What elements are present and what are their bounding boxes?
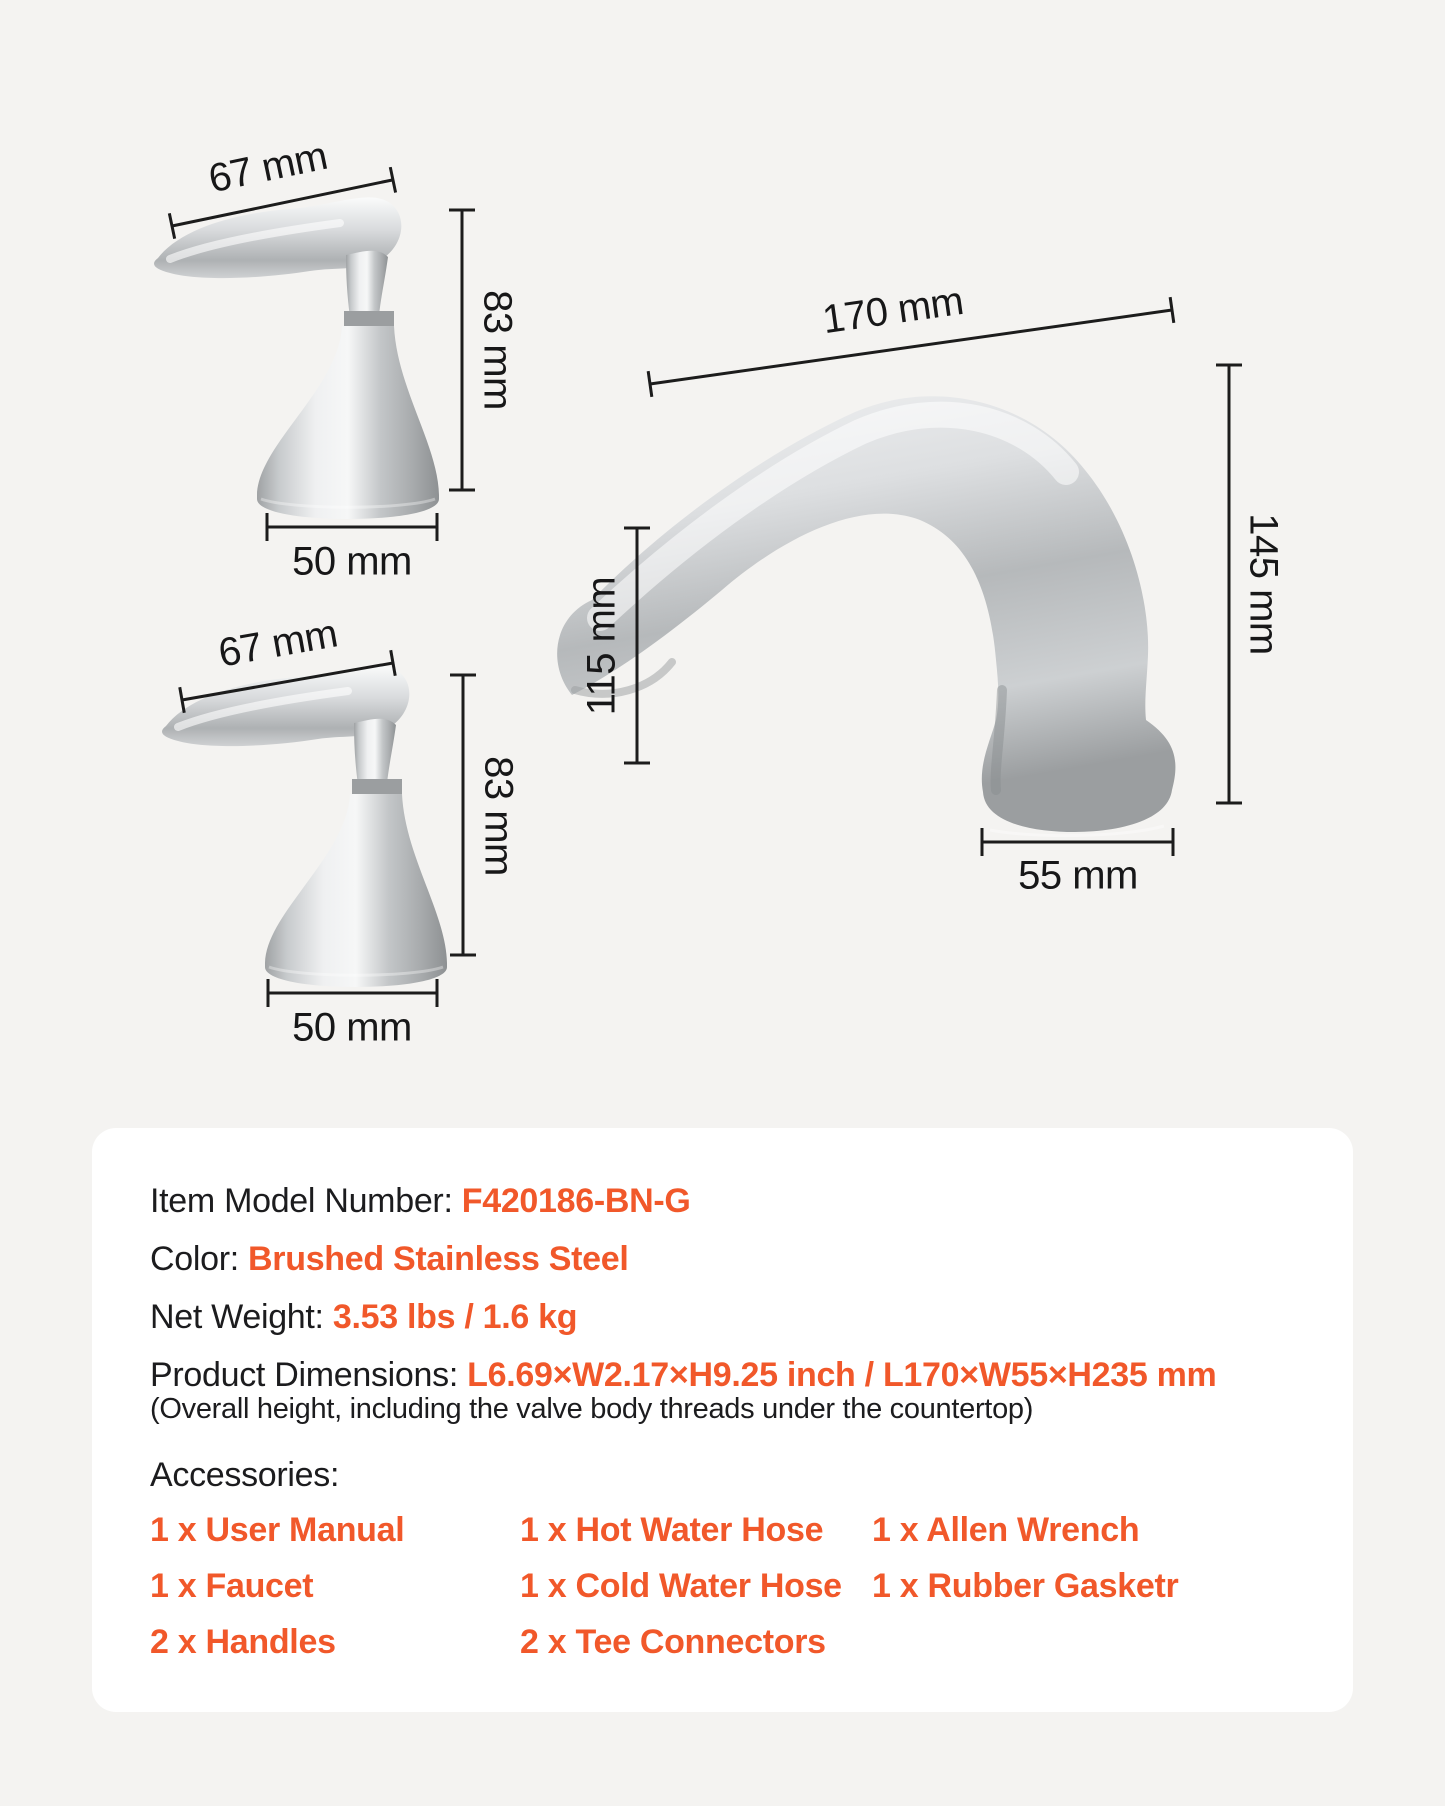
spec-label: Color: [150,1240,249,1278]
spec-row-dimensions [150,1358,1295,1392]
dimensions-note: (Overall height, including the valve body threads under the countertop) [150,1393,1034,1425]
accessory-item: 1 x Faucet [150,1567,314,1605]
dim-label-handle-top-base: 50 mm [292,539,412,584]
spec-value: L6.69×W2.17×H9.25 inch / L170×W55×H235 mm [467,1356,1217,1394]
spec-value: Brushed Stainless Steel [248,1240,629,1278]
spec-label: Product Dimensions: [150,1356,468,1394]
dim-label-faucet-base: 55 mm [1018,853,1138,898]
accessory-item-empty [872,1625,1295,1659]
accessory-item: 1 x Allen Wrench [872,1511,1140,1549]
spec-value: 3.53 lbs / 1.6 kg [332,1298,578,1336]
accessory-item: 1 x Cold Water Hose [520,1567,842,1605]
accessories-grid [150,1513,1295,1659]
accessory-item: 2 x Handles [150,1623,336,1661]
spec-row-color [150,1242,1295,1276]
dim-label-handle-top-height: 83 mm [475,290,520,410]
dim-label-faucet-reach: 170 mm [819,278,967,343]
spec-row-model [150,1184,1295,1218]
accessories-title: Accessories: [150,1456,340,1494]
accessory-item: 1 x Rubber Gasketr [872,1567,1179,1605]
dim-label-handle-bottom-height: 83 mm [476,756,521,876]
dim-label-handle-bottom-width: 67 mm [215,611,341,676]
faucet-spout-illustration [557,396,1175,835]
spec-row-weight [150,1300,1295,1334]
handle-bottom-illustration [162,665,447,987]
spec-label: Net Weight: [150,1298,333,1336]
dim-label-faucet-overall-height: 145 mm [1241,513,1286,655]
accessory-item: 1 x User Manual [150,1511,405,1549]
handle-top-illustration [154,197,439,519]
spec-value: F420186-BN-G [461,1182,691,1220]
accessory-item: 2 x Tee Connectors [520,1623,826,1661]
spec-label: Item Model Number: [150,1182,462,1220]
dim-label-handle-top-width: 67 mm [204,133,332,202]
dim-label-handle-bottom-base: 50 mm [292,1005,412,1050]
product-spec-card [92,1128,1353,1712]
dim-label-faucet-spout-height: 115 mm [579,576,624,716]
accessory-item: 1 x Hot Water Hose [520,1511,824,1549]
